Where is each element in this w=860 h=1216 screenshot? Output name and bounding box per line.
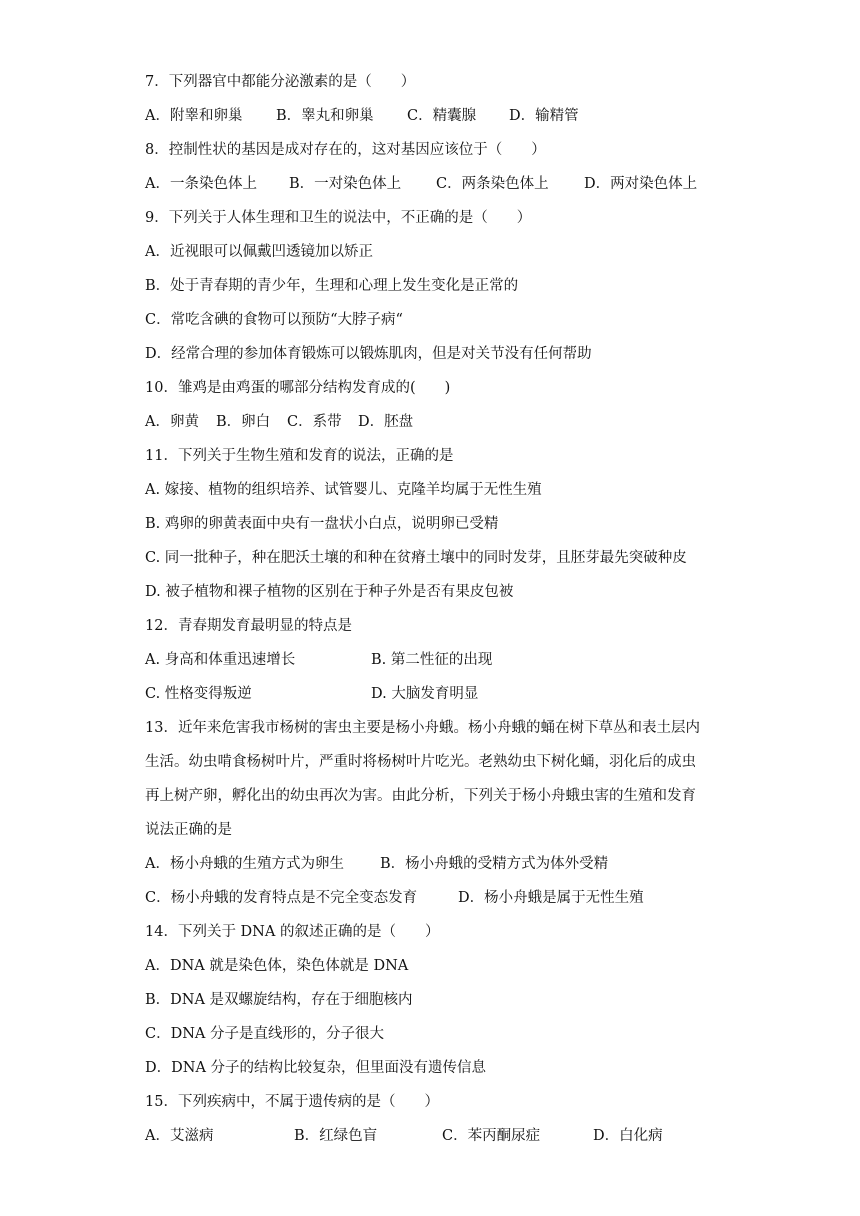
question-11-option-d: D. 被子植物和裸子植物的区别在于种子外是否有果皮包被 [145,584,514,600]
question-11-option-c: C. 同一批种子，种在肥沃土壤的和种在贫瘠土壤中的同时发芽，且胚芽最先突破种皮 [145,550,687,566]
question-14-option-c: C．DNA 分子是直线形的，分子很大 [145,1026,384,1042]
question-8-option-d: D．两对染色体上 [584,176,698,192]
question-13-stem-line-1: 13．近年来危害我市杨树的害虫主要是杨小舟蛾。杨小舟蛾的蛹在树下草丛和表土层内 [145,720,700,736]
question-15-option-a: A．艾滋病 [145,1128,214,1144]
question-7-option-b: B．睾丸和卵巢 [276,108,374,124]
question-14-option-d: D．DNA 分子的结构比较复杂，但里面没有遗传信息 [145,1060,487,1076]
question-10-option-c: C．系带 [287,414,342,430]
question-11-stem: 11．下列关于生物生殖和发育的说法，正确的是 [145,448,454,464]
question-14-stem: 14．下列关于 DNA 的叙述正确的是（ ） [145,924,440,940]
question-13-option-c: C．杨小舟蛾的发育特点是不完全变态发育 [145,890,418,906]
question-10-option-b: B．卵白 [216,414,271,430]
question-8-option-c: C．两条染色体上 [436,176,549,192]
question-10-option-d: D．胚盘 [358,414,414,430]
question-7-option-a: A．附睾和卵巢 [145,108,243,124]
question-15-option-d: D．白化病 [593,1128,663,1144]
question-9-option-a: A．近视眼可以佩戴凹透镜加以矫正 [145,244,373,260]
question-13-option-d: D．杨小舟蛾是属于无性生殖 [458,890,644,906]
question-8-option-b: B．一对染色体上 [289,176,402,192]
question-13-option-b: B．杨小舟蛾的受精方式为体外受精 [380,856,609,872]
question-10-stem: 10．雏鸡是由鸡蛋的哪部分结构发育成的( ) [145,380,451,396]
question-11-option-a: A. 嫁接、植物的组织培养、试管婴儿、克隆羊均属于无性生殖 [145,482,542,498]
question-13-stem-line-2: 生活。幼虫啃食杨树叶片，严重时将杨树叶片吃光。老熟幼虫下树化蛹，羽化后的成虫 [145,754,696,770]
question-12-option-a: A. 身高和体重迅速增长 [145,652,296,668]
question-12-option-d: D. 大脑发育明显 [371,686,479,702]
question-11-option-b: B. 鸡卵的卵黄表面中央有一盘状小白点，说明卵已受精 [145,516,499,532]
question-14-option-a: A．DNA 就是染色体，染色体就是 DNA [145,958,409,974]
question-9-option-c: C．常吃含碘的食物可以预防“大脖子病“ [145,312,403,328]
question-15-option-c: C．苯丙酮尿症 [442,1128,541,1144]
question-14-option-b: B．DNA 是双螺旋结构，存在于细胞核内 [145,992,413,1008]
question-12-option-c: C. 性格变得叛逆 [145,686,252,702]
question-13-option-a: A．杨小舟蛾的生殖方式为卵生 [145,856,344,872]
question-15-stem: 15．下列疾病中，不属于遗传病的是（ ） [145,1094,439,1110]
question-8-stem: 8．控制性状的基因是成对存在的，这对基因应该位于（ ） [145,142,546,158]
question-12-option-b: B. 第二性征的出现 [371,652,493,668]
question-13-stem-line-4: 说法正确的是 [145,822,232,838]
question-12-stem: 12．青春期发育最明显的特点是 [145,618,352,634]
question-10-option-a: A．卵黄 [145,414,199,430]
question-9-option-d: D．经常合理的参加体育锻炼可以锻炼肌肉，但是对关节没有任何帮助 [145,346,592,362]
question-7-option-d: D．输精管 [509,108,579,124]
question-9-option-b: B．处于青春期的青少年，生理和心理上发生变化是正常的 [145,278,519,294]
question-8-option-a: A．一条染色体上 [145,176,257,192]
question-7-option-c: C．精囊腺 [407,108,477,124]
question-15-option-b: B．红绿色盲 [294,1128,378,1144]
question-7-stem: 7．下列器官中都能分泌激素的是（ ） [145,74,416,90]
question-9-stem: 9．下列关于人体生理和卫生的说法中，不正确的是（ ） [145,210,532,226]
question-13-stem-line-3: 再上树产卵，孵化出的幼虫再次为害。由此分析，下列关于杨小舟蛾虫害的生殖和发育 [145,788,696,804]
